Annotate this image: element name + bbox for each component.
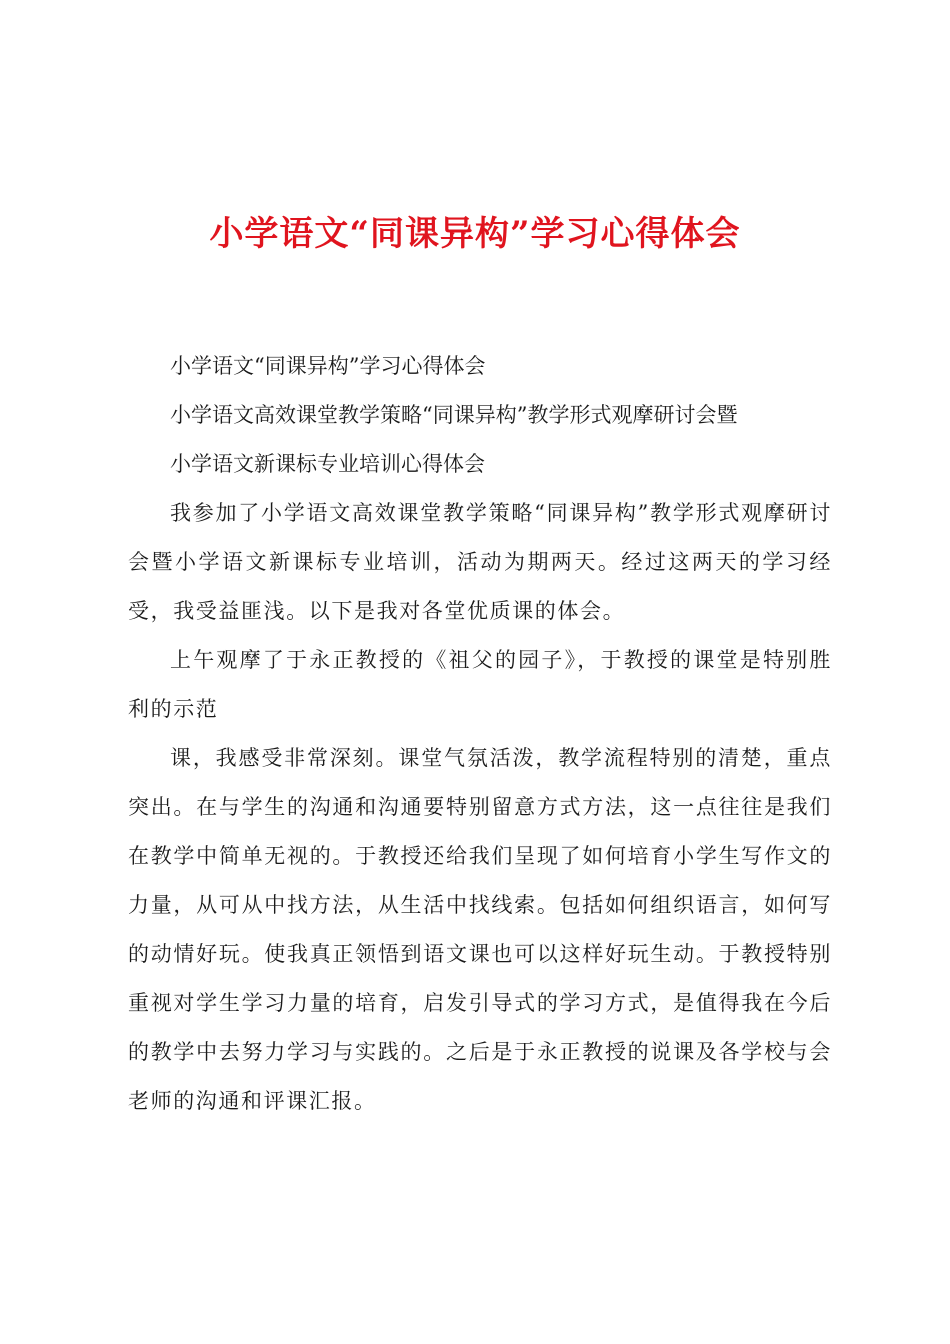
heading-line-3: 小学语文新课标专业培训心得体会 [170,452,485,476]
paragraph-1: 我参加了小学语文高效课堂教学策略“同课异构”教学形式观摩研讨会暨小学语文新课标专业培训，活动为期两天。经过这两天的学习经受，我受益匪浅。以下是我对各堂优质课的体会。 [128,501,832,623]
heading-line-1: 小学语文“同课异构”学习心得体会 [170,354,486,378]
document-body [128,342,832,1126]
paragraph-2: 上午观摩了于永正教授的《祖父的园子》，于教授的课堂是特别胜利的示范 [128,648,832,721]
heading-line-2: 小学语文高效课堂教学策略“同课异构”教学形式观摩研讨会暨 [170,403,738,427]
document-title: 小学语文“同课异构”学习心得体会 [209,214,741,254]
paragraph-3: 课，我感受非常深刻。课堂气氛活泼，教学流程特别的清楚，重点突出。在与学生的沟通和沟通要特别留意方式方法，这一点往往是我们在教学中简单无视的。于教授还给我们呈现了如何培育小学生写作文的力量，从可从中找方法，从生活中找线索。包括如何组织语言，如何写的动情好玩。使我真正领悟到语文课也可以这样好玩生动。于教授特别重视对学生学习力量的培育，启发引导式的学习方式，是值得我在今后的教学中去努力学习与实践的。之后是于永正教授的说课及各学校与会老师的沟通和评课汇报。 [128,746,832,1113]
